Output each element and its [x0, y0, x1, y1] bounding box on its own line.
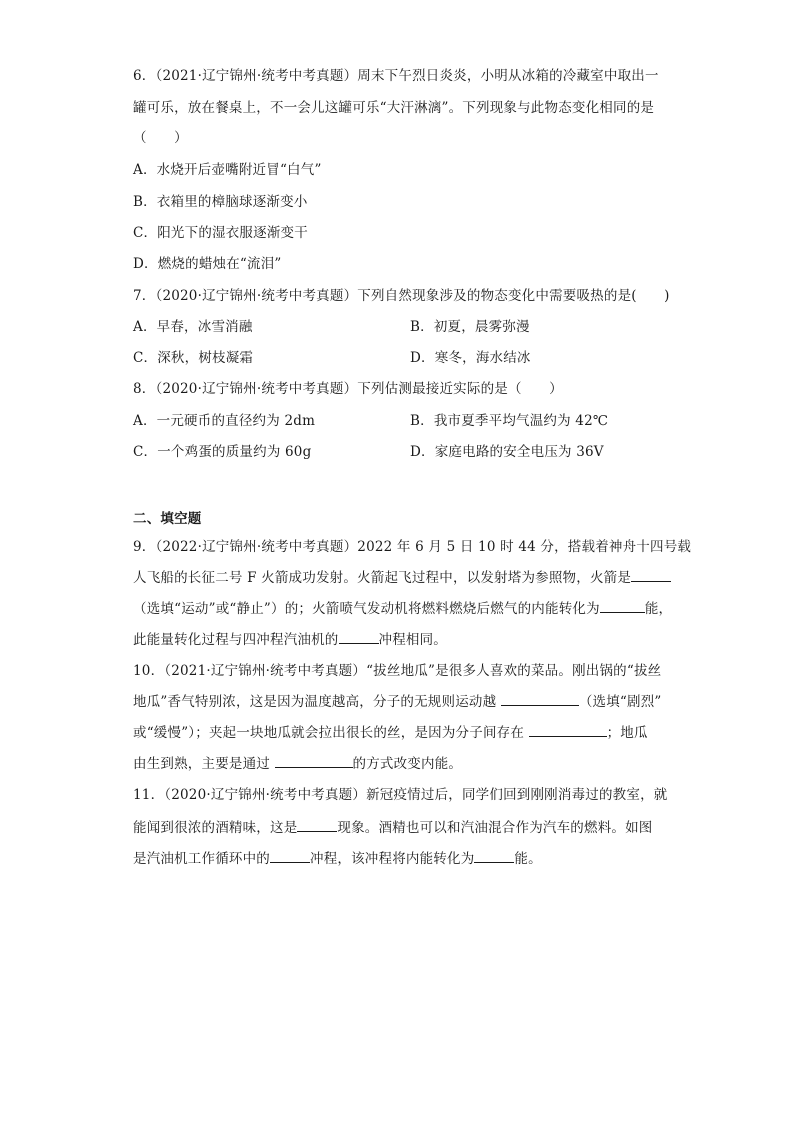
- q9-blank-2[interactable]: [600, 598, 645, 613]
- section-title-fill-in: 二、填空题: [133, 511, 202, 527]
- q10-blank-3[interactable]: [275, 753, 353, 768]
- q9-line-4: [133, 629, 447, 650]
- q10-blank-2[interactable]: [529, 722, 607, 737]
- q7-option-a: A．早春，冰雪消融: [133, 319, 253, 335]
- q11-line-3-text-a: 是汽油机工作循环中的: [133, 851, 270, 867]
- q11-line-2-text-b: 现象。酒精也可以和汽油混合作为汽车的燃料。如图: [337, 820, 653, 836]
- q9-line-1: 9．（2022·辽宁锦州·统考中考真题）2022 年 6 月 5 日 10 时 44 分，搭载着神舟十四号载: [133, 539, 692, 555]
- q6-answer-paren: （ ）: [133, 130, 188, 146]
- q10-line-4-text-a: 由生到熟，主要是通过: [133, 756, 270, 772]
- q8-option-d: D．家庭电路的安全电压为 36V: [410, 444, 604, 460]
- q9-line-4-text-a: 此能量转化过程与四冲程汽油机的: [133, 632, 339, 648]
- q7-option-c: C．深秋，树枝凝霜: [133, 350, 254, 366]
- q9-line-2: [133, 567, 671, 588]
- q10-line-2: [133, 691, 662, 712]
- q8-option-c: C．一个鸡蛋的质量约为 60g: [133, 444, 312, 460]
- q9-blank-3[interactable]: [339, 629, 379, 644]
- q11-line-1: 11．（2020·辽宁锦州·统考中考真题）新冠疫情过后，同学们回到刚刚消毒过的教室，就: [133, 787, 668, 803]
- q9-line-3-text-a: （选填“运动”或“静止”）的；火箭喷气发动机将燃料燃烧后燃气的内能转化为: [133, 601, 600, 617]
- q10-line-3: [133, 722, 648, 743]
- q11-blank-1[interactable]: [297, 817, 337, 832]
- q9-line-3-text-b: 能，: [644, 601, 673, 617]
- q9-line-4-text-b: 冲程相同。: [378, 632, 447, 648]
- q9-blank-1[interactable]: [631, 567, 671, 582]
- q6-option-c: C．阳光下的湿衣服逐渐变干: [133, 225, 308, 241]
- q11-line-3-text-c: 能。: [514, 851, 542, 867]
- q6-stem-line-1: 6．（2021·辽宁锦州·统考中考真题）周末下午烈日炎炎，小明从冰箱的冷藏室中取出一: [133, 68, 659, 84]
- q6-option-d: D．燃烧的蜡烛在“流泪”: [133, 256, 282, 272]
- q9-line-3: [133, 598, 672, 619]
- q10-line-3-text-b: ；地瓜: [606, 725, 648, 741]
- q10-line-3-text-a: 或“缓慢”）；夹起一块地瓜就会拉出很长的丝，是因为分子间存在: [133, 725, 525, 741]
- q7-option-b: B．初夏，晨雾弥漫: [410, 319, 530, 335]
- q6-stem-line-2: 罐可乐，放在餐桌上，不一会儿这罐可乐“大汗淋漓”。下列现象与此物态变化相同的是: [133, 100, 655, 116]
- q11-line-3-text-b: 冲程，该冲程将内能转化为: [310, 851, 475, 867]
- q11-blank-3[interactable]: [474, 848, 514, 863]
- q10-line-4: [133, 753, 462, 774]
- q6-option-a: A．水烧开后壶嘴附近冒“白气”: [133, 162, 322, 178]
- q10-blank-1[interactable]: [501, 691, 579, 706]
- q6-option-b: B．衣箱里的樟脑球逐渐变小: [133, 194, 308, 210]
- q7-stem: 7．（2020·辽宁锦州·统考中考真题）下列自然现象涉及的物态变化中需要吸热的是( ): [133, 288, 670, 304]
- q10-line-4-text-b: 的方式改变内能。: [352, 756, 463, 772]
- q11-line-2: [133, 817, 653, 838]
- q7-option-d: D．寒冬，海水结冰: [410, 350, 531, 366]
- q10-line-2-text-a: 地瓜”香气特别浓，这是因为温度越高，分子的无规则运动越: [133, 694, 497, 710]
- q8-option-b: B．我市夏季平均气温约为 42℃: [410, 413, 609, 429]
- q11-line-3: [133, 848, 542, 869]
- q10-line-2-text-b: （选填“剧烈”: [578, 694, 662, 710]
- q11-line-2-text-a: 能闻到很浓的酒精味，这是: [133, 820, 298, 836]
- q10-line-1: 10．（2021·辽宁锦州·统考中考真题）“拔丝地瓜”是很多人喜欢的菜品。刚出锅的“拔丝: [133, 663, 662, 679]
- q8-option-a: A．一元硬币的直径约为 2dm: [133, 413, 316, 429]
- q8-stem: 8．（2020·辽宁锦州·统考中考真题）下列估测最接近实际的是（ ）: [133, 381, 563, 397]
- q9-line-2-text: 人飞船的长征二号 F 火箭成功发射。火箭起飞过程中，以发射塔为参照物，火箭是: [133, 570, 632, 586]
- q11-blank-2[interactable]: [270, 848, 310, 863]
